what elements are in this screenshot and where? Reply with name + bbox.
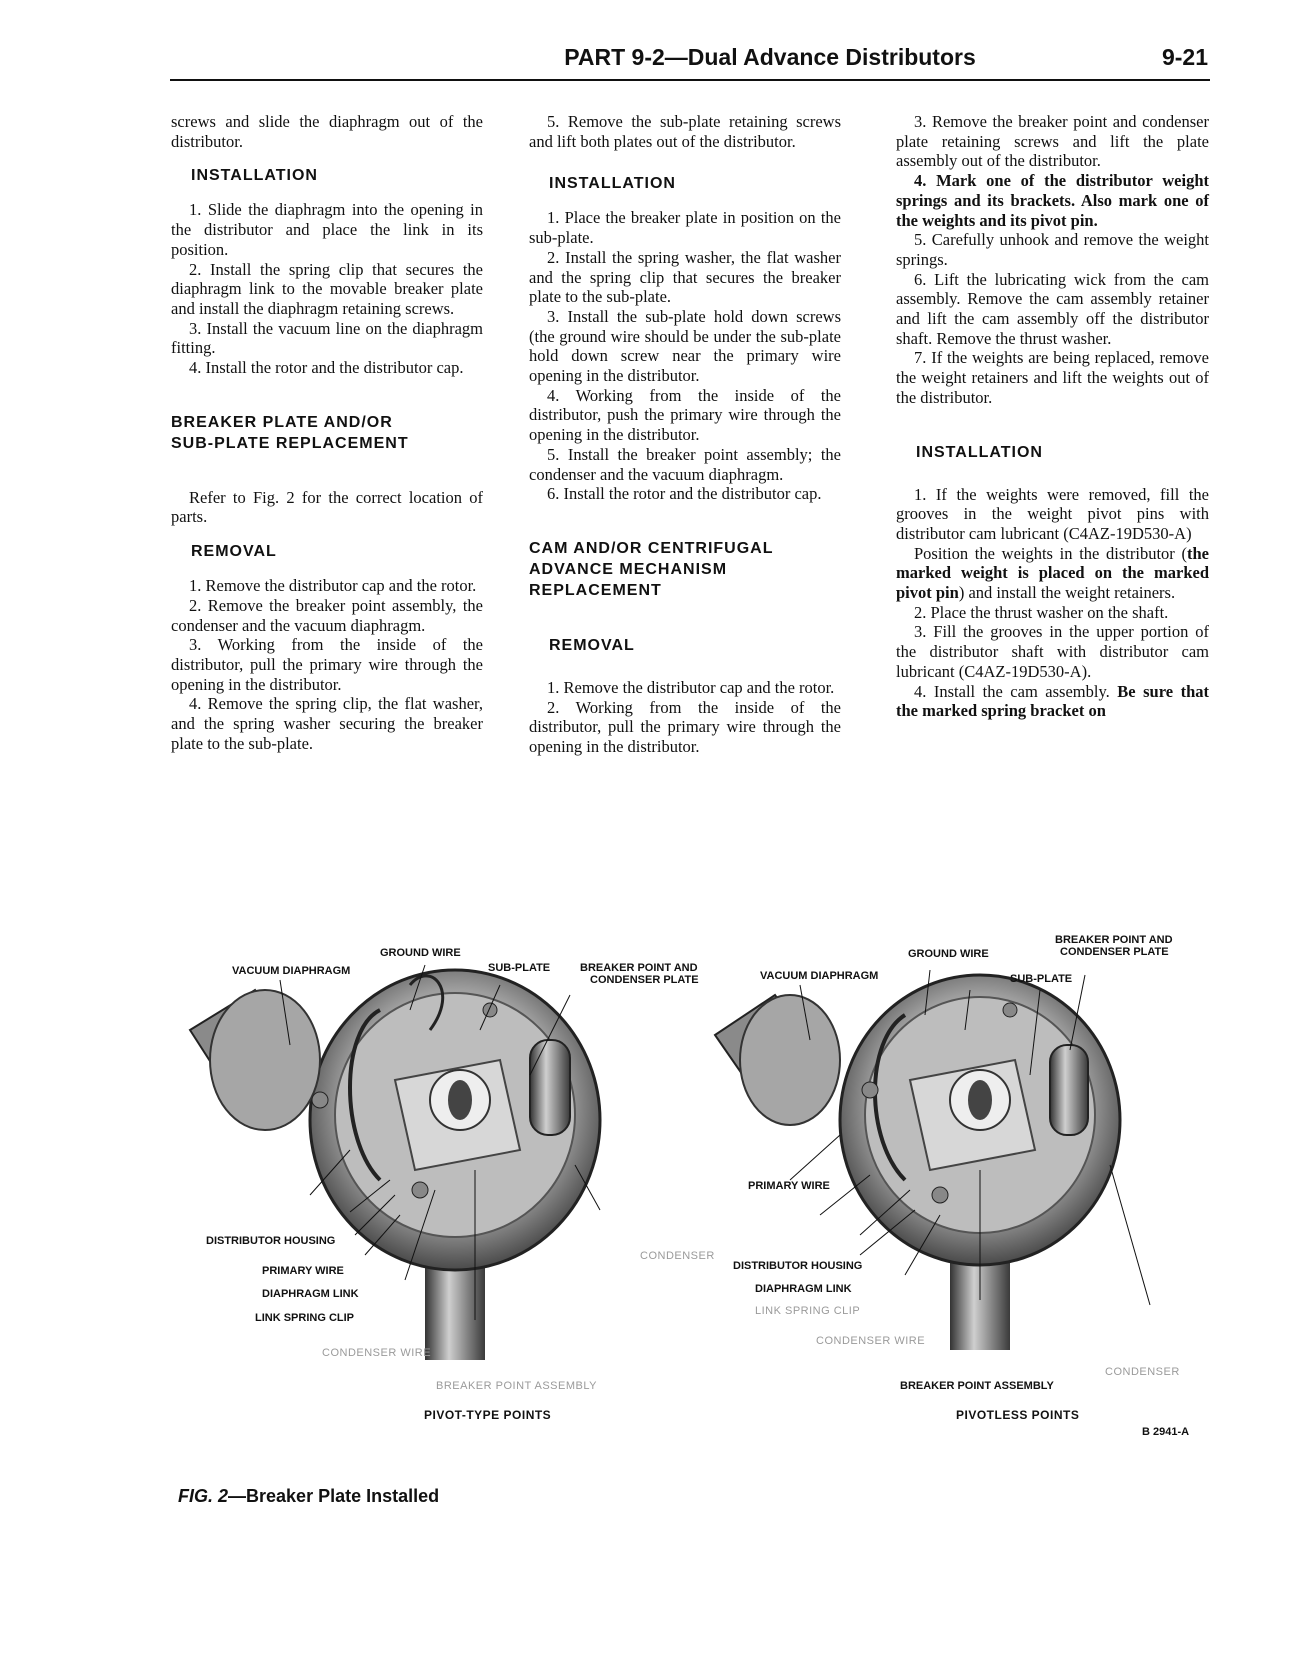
paragraph: screws and slide the diaphragm out of the distributor. (171, 112, 483, 151)
step: 3. Install the sub-plate hold down screws (the ground wire should be under the sub-plate hold down screw near the primary wire opening in the distributor. (529, 306, 841, 386)
label-sub-plate: SUB-PLATE (1010, 973, 1073, 985)
label-breaker-point-1: BREAKER POINT AND (580, 962, 698, 974)
step: 2. Install the spring clip that secures the diaphragm link to the movable breaker plate and install the diaphragm retaining screws. (171, 259, 483, 318)
page-number: 9-21 (1161, 44, 1208, 70)
label-breaker-point-assembly: BREAKER POINT ASSEMBLY (436, 1380, 597, 1392)
label-ground-wire: GROUND WIRE (380, 947, 461, 959)
step (896, 682, 1209, 721)
step: 1. Remove the distributor cap and the rotor. (189, 576, 477, 596)
text-column-2 (529, 112, 841, 757)
step: 2. Place the thrust washer on the shaft. (914, 602, 1169, 622)
label-ground-wire: GROUND WIRE (908, 948, 989, 960)
step: 3. Working from the inside of the distributor, pull the primary wire through the opening in the distributor. (171, 635, 483, 694)
step-emphasis: the marked weight is placed on the marked pivot pin (896, 543, 1209, 603)
label-distributor-housing: DISTRIBUTOR HOUSING (206, 1235, 336, 1247)
label-primary-wire: PRIMARY WIRE (262, 1265, 344, 1277)
label-distributor-housing: DISTRIBUTOR HOUSING (733, 1260, 863, 1272)
section-heading: INSTALLATION (916, 443, 1043, 461)
label-vacuum-diaphragm: VACUUM DIAPHRAGM (760, 970, 879, 982)
label-link-spring-clip: LINK SPRING CLIP (755, 1305, 861, 1317)
label-breaker-point-1: BREAKER POINT AND (1055, 934, 1173, 946)
step: 5. Install the breaker point assembly; the condenser and the vacuum diaphragm. (529, 444, 841, 484)
label-vacuum-diaphragm: VACUUM DIAPHRAGM (232, 965, 351, 977)
header-rule (170, 79, 1210, 81)
step: 3. Install the vacuum line on the diaphragm fitting. (171, 318, 483, 358)
caption-pivot-type: PIVOT-TYPE POINTS (424, 1408, 552, 1422)
step: 1. Place the breaker plate in position on the sub-plate. (529, 208, 841, 248)
section-heading: INSTALLATION (191, 167, 318, 185)
step: 2. Working from the inside of the distributor, pull the primary wire through the opening in the distributor. (529, 697, 841, 757)
label-link-spring-clip: LINK SPRING CLIP (255, 1312, 355, 1324)
label-condenser: CONDENSER (1105, 1366, 1180, 1378)
distributor-figure (170, 934, 1210, 1438)
page-title: PART 9-2—Dual Advance Distributors (564, 44, 976, 70)
step: 2. Remove the breaker point assembly, the condenser and the vacuum diaphragm. (171, 595, 483, 635)
label-condenser-wire: CONDENSER WIRE (322, 1347, 432, 1359)
label-diaphragm-link: DIAPHRAGM LINK (262, 1288, 359, 1300)
section-heading: REMOVAL (549, 636, 635, 654)
label-condenser: CONDENSER (640, 1250, 715, 1262)
label-breaker-point-2: CONDENSER PLATE (1060, 946, 1169, 958)
label-sub-plate: SUB-PLATE (488, 962, 551, 974)
step: 4. Remove the spring clip, the flat washer, and the spring washer securing the breaker plate to the sub-plate. (171, 694, 483, 753)
step: 7. If the weights are being replaced, remove the weight retainers and lift the weights out of the distributor. (896, 348, 1209, 407)
step-text: Position the weights in the distributor ( (914, 543, 1187, 563)
step: 5. Remove the sub-plate retaining screws and lift both plates out of the distributor. (529, 112, 841, 151)
step: 4. Mark one of the distributor weight springs and its brackets. Also mark one of the weights and its pivot pin. (896, 171, 1209, 230)
step: 1. If the weights were removed, fill the grooves in the weight pivot pins with distributor cam lubricant (C4AZ-19D530-A) (896, 484, 1209, 543)
step: 2. Install the spring washer, the flat washer and the spring clip that secures the breaker plate to the sub-plate. (529, 247, 841, 307)
section-heading: REPLACEMENT (529, 581, 662, 599)
step: 4. Working from the inside of the distributor, push the primary wire through the opening in the distributor. (529, 385, 841, 445)
section-heading: ADVANCE MECHANISM (529, 560, 728, 578)
page-header (170, 44, 1208, 74)
figure-caption-text: —Breaker Plate Installed (228, 1486, 440, 1506)
step-emphasis: Be sure that the marked spring bracket on (896, 681, 1209, 721)
paragraph: Refer to Fig. 2 for the correct location of parts. (171, 487, 483, 527)
caption-pivotless: PIVOTLESS POINTS (956, 1408, 1080, 1422)
section-heading: INSTALLATION (549, 175, 676, 193)
step-text: ) and install the weight retainers. (958, 583, 1176, 603)
step: 1. Slide the diaphragm into the opening in the distributor and place the link in its position. (171, 200, 483, 259)
figure-caption-label: FIG. 2 (178, 1486, 229, 1506)
step: 5. Carefully unhook and remove the weight springs. (896, 230, 1209, 269)
label-primary-wire: PRIMARY WIRE (748, 1180, 830, 1192)
text-column-1 (171, 112, 483, 753)
step: 1. Remove the distributor cap and the rotor. (547, 677, 835, 697)
figure-ref-code: B 2941-A (1142, 1426, 1190, 1438)
label-condenser-wire: CONDENSER WIRE (816, 1335, 926, 1347)
label-breaker-point-2: CONDENSER PLATE (590, 974, 699, 986)
text-column-3 (896, 112, 1209, 721)
pivot-type-distributor (190, 965, 600, 1360)
step (896, 544, 1209, 603)
label-breaker-point-assembly: BREAKER POINT ASSEMBLY (900, 1380, 1054, 1392)
step: 4. Install the rotor and the distributor cap. (189, 358, 464, 378)
section-heading: CAM AND/OR CENTRIFUGAL (529, 539, 774, 557)
label-diaphragm-link: DIAPHRAGM LINK (755, 1283, 852, 1295)
step: 6. Install the rotor and the distributor cap. (547, 484, 822, 504)
section-heading: REMOVAL (191, 543, 277, 561)
step-text: 4. Install the cam assembly. (914, 681, 1118, 701)
section-heading: BREAKER PLATE AND/OR (171, 413, 393, 431)
step: 3. Fill the grooves in the upper portion of the distributor shaft with distributor cam lubricant (C4AZ-19D530-A). (896, 622, 1209, 681)
section-heading: SUB-PLATE REPLACEMENT (171, 434, 409, 452)
step: 3. Remove the breaker point and condenser plate retaining screws and lift the plate assembly out of the distributor. (896, 112, 1209, 171)
figure-caption (178, 1486, 439, 1507)
step: 6. Lift the lubricating wick from the cam assembly. Remove the cam assembly retainer and lift the cam assembly off the distributor shaft. Remove the thrust washer. (896, 269, 1209, 348)
